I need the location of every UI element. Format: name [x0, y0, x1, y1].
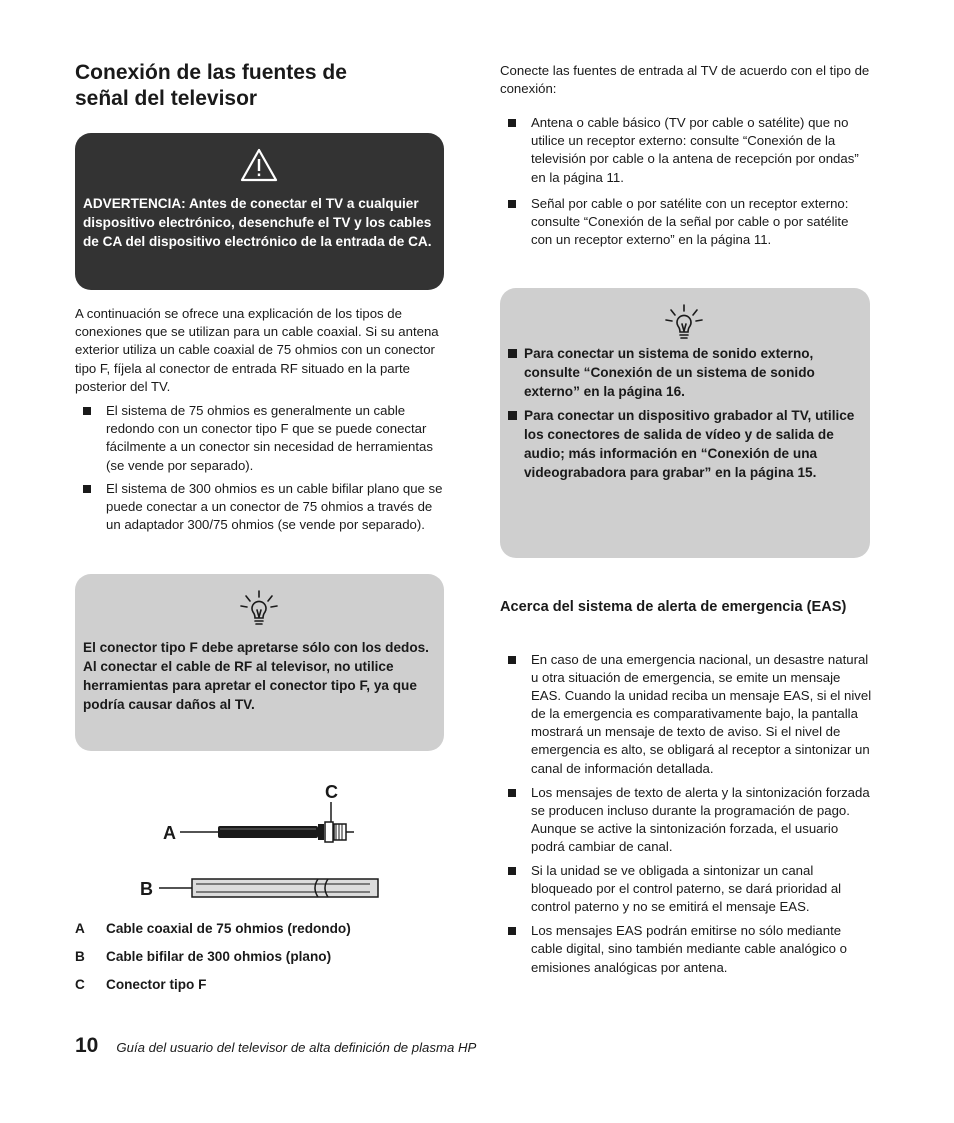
- tip-text-f-connector: El conector tipo F debe apretarse sólo con los dedos. Al conectar el cable de RF al televisor, no utilice herramientas para apretar el conector tipo F, ya que podría causar daños al TV.: [83, 640, 429, 712]
- diagram-legend: [75, 920, 445, 1004]
- connection-bullet-list: [500, 114, 872, 257]
- eas-section-heading: Acerca del sistema de alerta de emergencia (EAS): [500, 599, 847, 615]
- legend-row-b: B Cable bifilar de 300 ohmios (plano): [75, 949, 332, 964]
- list-item: Los mensajes EAS podrán emitirse no sólo mediante cable digital, sino también mediante cable analógico o emisiones analógicas por antena.: [500, 922, 872, 976]
- bullet-square-icon: [508, 349, 517, 358]
- list-item: El sistema de 75 ohmios es generalmente un cable redondo con un conector tipo F que se puede conectar fácilmente a un conector sin necesidad de herramientas (se vende por separado).: [75, 402, 445, 475]
- page-heading-block: [75, 60, 445, 112]
- list-item: Si la unidad se ve obligada a sintonizar un canal bloqueado por el control paterno, se dará prioridad al control paterno y no se emitirá el mensaje EAS.: [500, 862, 872, 916]
- list-item: Antena o cable básico (TV por cable o satélite) que no utilice un receptor externo: consulte “Conexión de la televisión por cable o la antena de recepción por ondas” en la página 11.: [500, 114, 872, 187]
- page-title-line-1: Conexión de las fuentes de: [75, 61, 347, 84]
- list-item: Los mensajes de texto de alerta y la sintonización forzada se producen incluso durante la programación de pago. Aunque se active la sintonización forzada, el usuario podrá cambiar de canal.: [500, 784, 872, 856]
- diagram-label-a: A: [163, 823, 176, 843]
- coax-intro-paragraph: A continuación se ofrece una explicación de los tipos de conexiones que se utilizan para un cable coaxial. Si su antena exterior utiliza un cable coaxial de 75 ohmios con un conector tipo F, fíjela al conector de entrada RF situado en la parte posterior del TV.: [75, 306, 439, 394]
- coax-bullet-list: [75, 402, 445, 534]
- tip-list-connections: [508, 344, 863, 487]
- cable-diagram: [130, 778, 410, 908]
- list-item: Señal por cable o por satélite con un receptor externo: consulte “Conexión de la señal por cable o por satélite con un receptor externo” en la página 11.: [500, 195, 872, 250]
- tip-box-f-connector: [75, 574, 444, 751]
- coax-cable: [218, 822, 354, 842]
- page-title: [75, 60, 445, 112]
- list-item: Para conectar un sistema de sonido externo, consulte “Conexión de un sistema de sonido externo” en la página 16.: [508, 344, 863, 401]
- connection-intro-paragraph: Conecte las fuentes de entrada al TV de acuerdo con el tipo de conexión:: [500, 63, 870, 97]
- bullet-square-icon: [508, 656, 516, 664]
- eas-bullet-list: [500, 651, 872, 983]
- bullet-square-icon: [83, 485, 91, 493]
- diagram-label-c: C: [325, 782, 338, 802]
- warning-triangle-icon: [239, 147, 279, 183]
- warning-text: ADVERTENCIA: Antes de conectar el TV a cualquier dispositivo electrónico, desenchufe el TV y los cables de CA del dispositivo electrónico de la entrada de CA.: [83, 196, 432, 249]
- cable-diagram-drawing: [130, 778, 410, 908]
- legend-row-c: C Conector tipo F: [75, 977, 207, 992]
- bullet-square-icon: [508, 789, 516, 797]
- list-item: En caso de una emergencia nacional, un desastre natural u otra situación de emergencia, se emite un mensaje EAS. Cuando la unidad reciba un mensaje EAS, si el nivel de la emergencia es comparativamente bajo, la pantalla mostrará un mensaje de texto de aviso. Si el nivel de emergencia es alto, se obligará al receptor a sintonizar un canal de información detallada.: [500, 651, 872, 778]
- bullet-square-icon: [508, 927, 516, 935]
- bullet-square-icon: [508, 867, 516, 875]
- page-number: 10: [75, 1034, 99, 1057]
- bullet-square-icon: [83, 407, 91, 415]
- twin-lead-cable: [192, 879, 378, 897]
- tip-box-connections: [500, 288, 870, 558]
- bullet-square-icon: [508, 119, 516, 127]
- bullet-square-icon: [508, 200, 516, 208]
- legend-row-a: A Cable coaxial de 75 ohmios (redondo): [75, 921, 351, 936]
- page-footer: [75, 1034, 476, 1058]
- page-title-line-2: señal del televisor: [75, 87, 258, 110]
- warning-box: [75, 133, 444, 290]
- list-item: El sistema de 300 ohmios es un cable bifilar plano que se puede conectar a un conector de 75 ohmios a través de un adaptador 300/75 ohmios (se vende por separado).: [75, 480, 445, 535]
- bullet-square-icon: [508, 411, 517, 420]
- lightbulb-icon: [237, 588, 281, 632]
- diagram-label-b: B: [140, 879, 153, 899]
- coax-intro-section: [75, 305, 445, 539]
- lightbulb-icon: [662, 302, 706, 346]
- footer-title: Guía del usuario del televisor de alta definición de plasma HP: [116, 1040, 477, 1055]
- list-item: Para conectar un dispositivo grabador al TV, utilice los conectores de salida de vídeo y de salida de audio; más información en “Conexión de una videograbadora para grabar” en la página 15.: [508, 406, 863, 482]
